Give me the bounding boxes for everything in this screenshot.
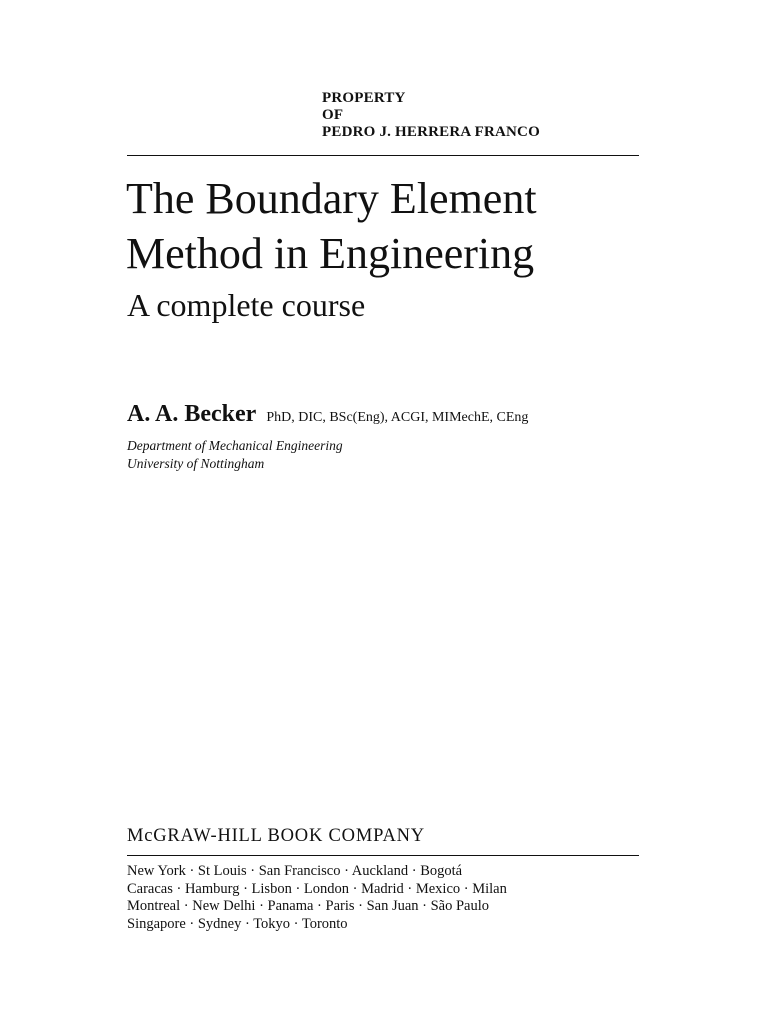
top-divider [127,155,639,156]
cities-line-2: Caracas · Hamburg · Lisbon · London · Madrid · Mexico · Milan [127,880,507,897]
book-title-line-1: The Boundary Element [126,174,537,223]
stamp-line-property: PROPERTY [322,90,406,106]
cities-line-4: Singapore · Sydney · Tokyo · Toronto [127,915,348,932]
book-subtitle: A complete course [127,287,366,323]
publisher-divider [127,855,639,856]
book-title-line-2: Method in Engineering [126,229,535,278]
author-name: A. A. Becker [127,401,257,427]
publisher-name: McGRAW-HILL BOOK COMPANY [127,826,425,846]
cities-line-3: Montreal · New Delhi · Panama · Paris · San Juan · São Paulo [127,898,490,914]
book-title [126,171,537,281]
stamp-line-of: OF [322,107,344,123]
stamp-line-owner: PEDRO J. HERRERA FRANCO [322,124,540,140]
publisher-cities [127,863,507,933]
cities-line-1: New York · St Louis · San Francisco · Auckland · Bogotá [127,863,463,879]
author-department: Department of Mechanical Engineering [127,438,343,453]
property-stamp [322,90,540,141]
author-qualifications: PhD, DIC, BSc(Eng), ACGI, MIMechE, CEng [266,410,529,425]
author-affiliation [127,437,343,473]
author-university: University of Nottingham [127,456,265,471]
author-line [127,401,528,428]
